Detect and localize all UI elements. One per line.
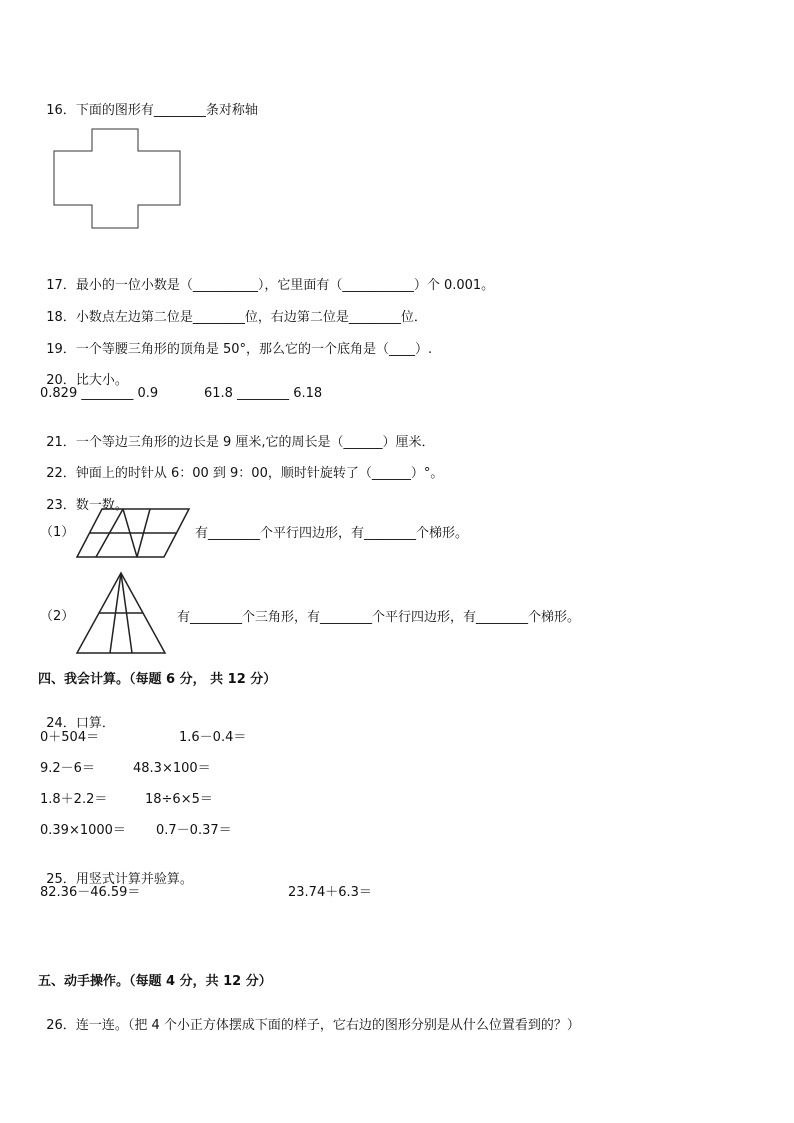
question-text: 数一数。: [75, 498, 128, 513]
compare-item-a: 0.829 ________ 0.9: [40, 386, 159, 401]
question-number: 16．: [46, 103, 76, 118]
mental-math-item: 0.7－0.37＝: [156, 823, 232, 838]
question-number: 23．: [46, 498, 76, 513]
question-text: 下面的图形有________条对称轴: [75, 103, 258, 118]
part-1-text: 有________个平行四边形，有________个梯形。: [195, 526, 469, 541]
part-2-label: （2）: [40, 609, 75, 624]
question-text: 一个等腰三角形的顶角是 50°，那么它的一个底角是（____）.: [75, 342, 433, 357]
question-number: 24．: [46, 716, 76, 731]
vertical-calc-item: 23.74＋6.3＝: [288, 885, 372, 900]
mental-math-item: 18÷6×5＝: [145, 792, 213, 807]
mental-math-item: 0.39×1000＝: [40, 823, 126, 838]
question-24: [38, 697, 115, 733]
question-text: 口算．: [75, 716, 115, 731]
question-text: 钟面上的时针从 6：00 到 9：00，顺时针旋转了（______）°。: [75, 466, 444, 481]
question-number: 26．: [46, 1018, 76, 1033]
mental-math-item: 0＋504＝: [40, 730, 100, 745]
section-5-heading: 五、动手操作。（每题 4 分，共 12 分）: [38, 974, 272, 989]
mental-math-item: 48.3×100＝: [133, 761, 211, 776]
part-1-label: （1）: [40, 525, 75, 540]
question-text: 连一连。（把 4 个小正方体摆成下面的样子，它右边的图形分别是从什么位置看到的？）: [75, 1018, 580, 1033]
mental-math-item: 9.2－6＝: [40, 761, 95, 776]
question-number: 21．: [46, 435, 76, 450]
question-text: 比大小。: [75, 373, 128, 388]
question-number: 18．: [46, 310, 76, 325]
mental-math-item: 1.6－0.4＝: [179, 730, 247, 745]
section-4-heading: 四、我会计算。（每题 6 分， 共 12 分）: [38, 672, 277, 687]
question-number: 22．: [46, 466, 76, 481]
question-26: [38, 999, 580, 1035]
mental-math-item: 1.8＋2.2＝: [40, 792, 108, 807]
vertical-calc-item: 82.36－46.59＝: [40, 885, 141, 900]
part-2-text: 有________个三角形，有________个平行四边形，有________个梯形。: [177, 610, 581, 625]
question-text: 一个等边三角形的边长是 9 厘米,它的周长是（______）厘米．: [75, 435, 435, 450]
compare-item-b: 61.8 ________ 6.18: [204, 386, 323, 401]
question-number: 20．: [46, 373, 76, 388]
question-text: 小数点左边第二位是________位，右边第二位是________位．: [75, 310, 427, 325]
question-number: 17．: [46, 278, 76, 293]
question-text: 用竖式计算并验算。: [75, 872, 193, 887]
question-number: 25．: [46, 872, 76, 887]
question-number: 19．: [46, 342, 76, 357]
question-text: 最小的一位小数是（__________），它里面有（___________）个 0.001。: [75, 278, 495, 293]
